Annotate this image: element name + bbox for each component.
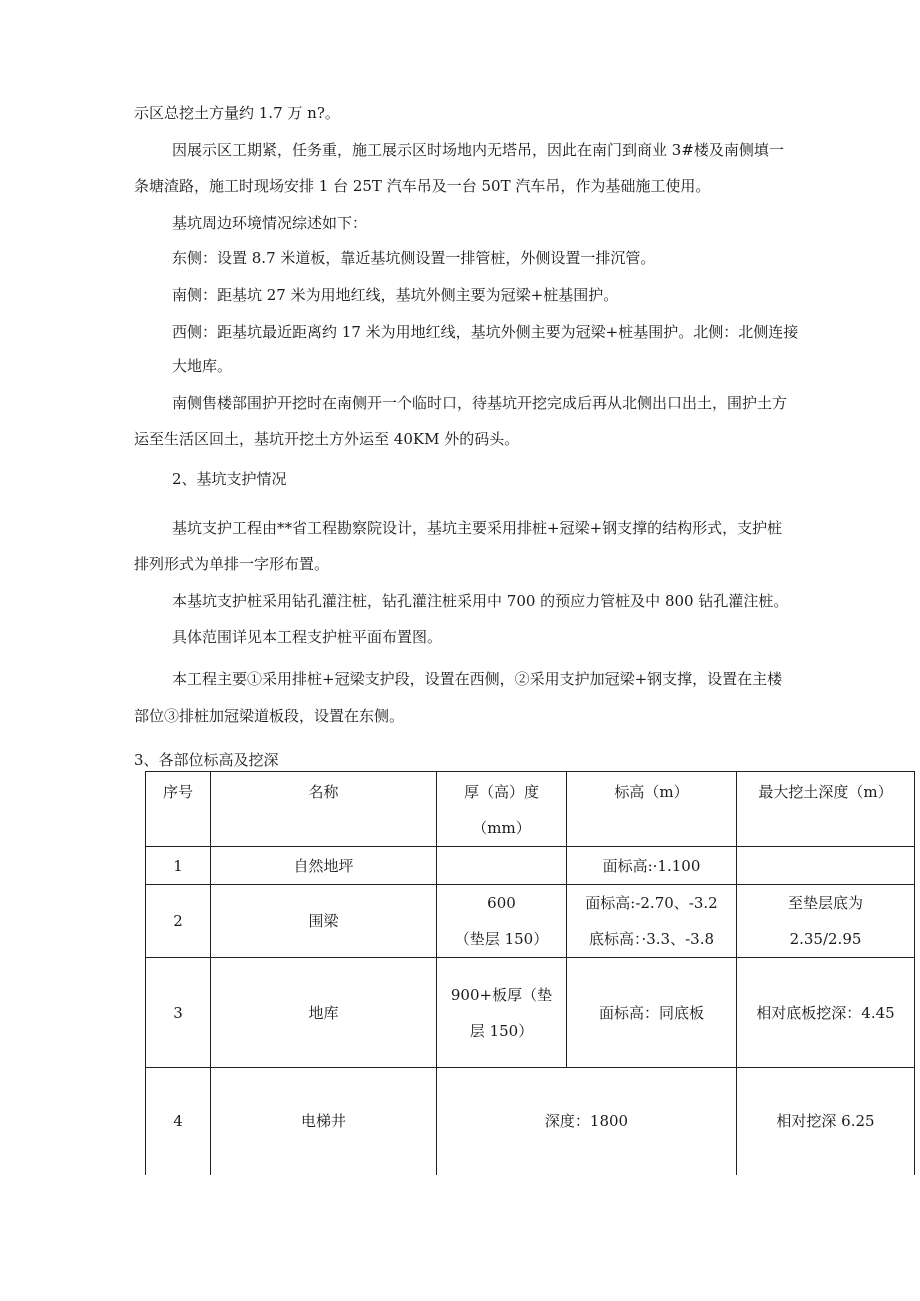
table-row [146, 1068, 915, 1175]
cell-elevation-line: 底标高：·3.3、-3.8 [588, 930, 715, 948]
paragraph-line: 基坑周边环境情况综述如下： [172, 214, 368, 232]
cell-thickness-line: 600 [487, 894, 516, 912]
cell-depth-line: 2.35/2.95 [789, 930, 862, 948]
paragraph-line: 具体范围详见本工程支护桩平面布置图。 [172, 628, 443, 646]
cell-elevation: 面标高：同底板 [567, 958, 737, 1068]
paragraph-line: 西侧：距基坑最近距离约 17 米为用地红线，基坑外侧主要为冠梁+桩基围护。北侧：北侧连接 [172, 323, 799, 341]
table-row [146, 847, 915, 885]
paragraph-line: 本工程主要①采用排桩+冠梁支护段，设置在西侧，②采用支护加冠梁+钢支撑，设置在主楼 [172, 670, 783, 688]
cell-thickness [437, 885, 567, 958]
paragraph-line: 东侧：设置 8.7 米道板，靠近基坑侧设置一排管桩，外侧设置一排沉管。 [172, 249, 656, 267]
header-seq: 序号 [146, 772, 211, 847]
header-thickness-line: 厚（高）度 [463, 783, 539, 801]
paragraph-line: 南侧售楼部围护开挖时在南侧开一个临时口，待基坑开挖完成后再从北侧出口出土，围护土方 [172, 394, 788, 412]
cell-seq: 1 [146, 847, 211, 885]
cell-seq: 3 [146, 958, 211, 1068]
elevation-table [145, 771, 915, 1175]
cell-depth: 相对挖深 6.25 [737, 1068, 915, 1175]
cell-name: 电梯井 [211, 1068, 437, 1175]
paragraph-line: 排列形式为单排一字形布置。 [134, 555, 330, 573]
cell-thickness [437, 958, 567, 1068]
cell-elevation: 面标高:·1.100 [567, 847, 737, 885]
table-header-row [146, 772, 915, 847]
cell-thickness-line: 900+板厚（垫 [450, 985, 553, 1004]
cell-depth: 相对底板挖深：4.45 [737, 958, 915, 1068]
paragraph-line: 部位③排桩加冠梁道板段，设置在东侧。 [134, 707, 405, 725]
paragraph-line: 南侧：距基坑 27 米为用地红线，基坑外侧主要为冠梁+桩基围护。 [172, 286, 619, 304]
cell-depth [737, 885, 915, 958]
cell-name: 地库 [211, 958, 437, 1068]
header-elevation: 标高（m） [567, 772, 737, 847]
paragraph-line: 运至生活区回土，基坑开挖土方外运至 40KM 外的码头。 [134, 430, 520, 448]
header-depth: 最大挖土深度（m） [737, 772, 915, 847]
header-name: 名称 [211, 772, 437, 847]
cell-seq: 2 [146, 885, 211, 958]
section-heading: 3、各部位标高及挖深 [134, 751, 279, 769]
header-thickness-unit: （mm） [472, 819, 531, 837]
paragraph-line: 示区总挖土方量约 1.7 万 n?。 [134, 104, 340, 122]
cell-depth-line: 至垫层底为 [787, 894, 863, 912]
cell-thickness-line: 层 150） [469, 1021, 534, 1040]
cell-name: 自然地坪 [211, 847, 437, 885]
table-row [146, 958, 915, 1068]
cell-thickness [437, 847, 567, 885]
cell-depth [737, 847, 915, 885]
cell-seq: 4 [146, 1068, 211, 1175]
cell-name: 围梁 [211, 885, 437, 958]
paragraph-line: 基坑支护工程由**省工程勘察院设计，基坑主要采用排桩+冠梁+钢支撑的结构形式，支护桩 [172, 519, 783, 537]
paragraph-line: 条塘渣路，施工时现场安排 1 台 25T 汽车吊及一台 50T 汽车吊，作为基础施工使用。 [134, 177, 711, 195]
paragraph-line: 大地库。 [172, 357, 233, 375]
section-heading: 2、基坑支护情况 [172, 470, 287, 488]
cell-thickness-line: （垫层 150） [454, 930, 549, 948]
paragraph-line: 本基坑支护桩采用钻孔灌注桩，钻孔灌注桩采用中 700 的预应力管桩及中 800 钻孔灌注桩。 [172, 592, 789, 610]
paragraph-line: 因展示区工期紧，任务重，施工展示区时场地内无塔吊，因此在南门到商业 3#楼及南侧填一 [172, 141, 784, 159]
cell-elevation-line: 面标高:-2.70、-3.2 [585, 894, 718, 912]
header-thickness [437, 772, 567, 847]
cell-elevation [567, 885, 737, 958]
table-row [146, 885, 915, 958]
cell-merged-depth: 深度：1800 [437, 1068, 737, 1175]
